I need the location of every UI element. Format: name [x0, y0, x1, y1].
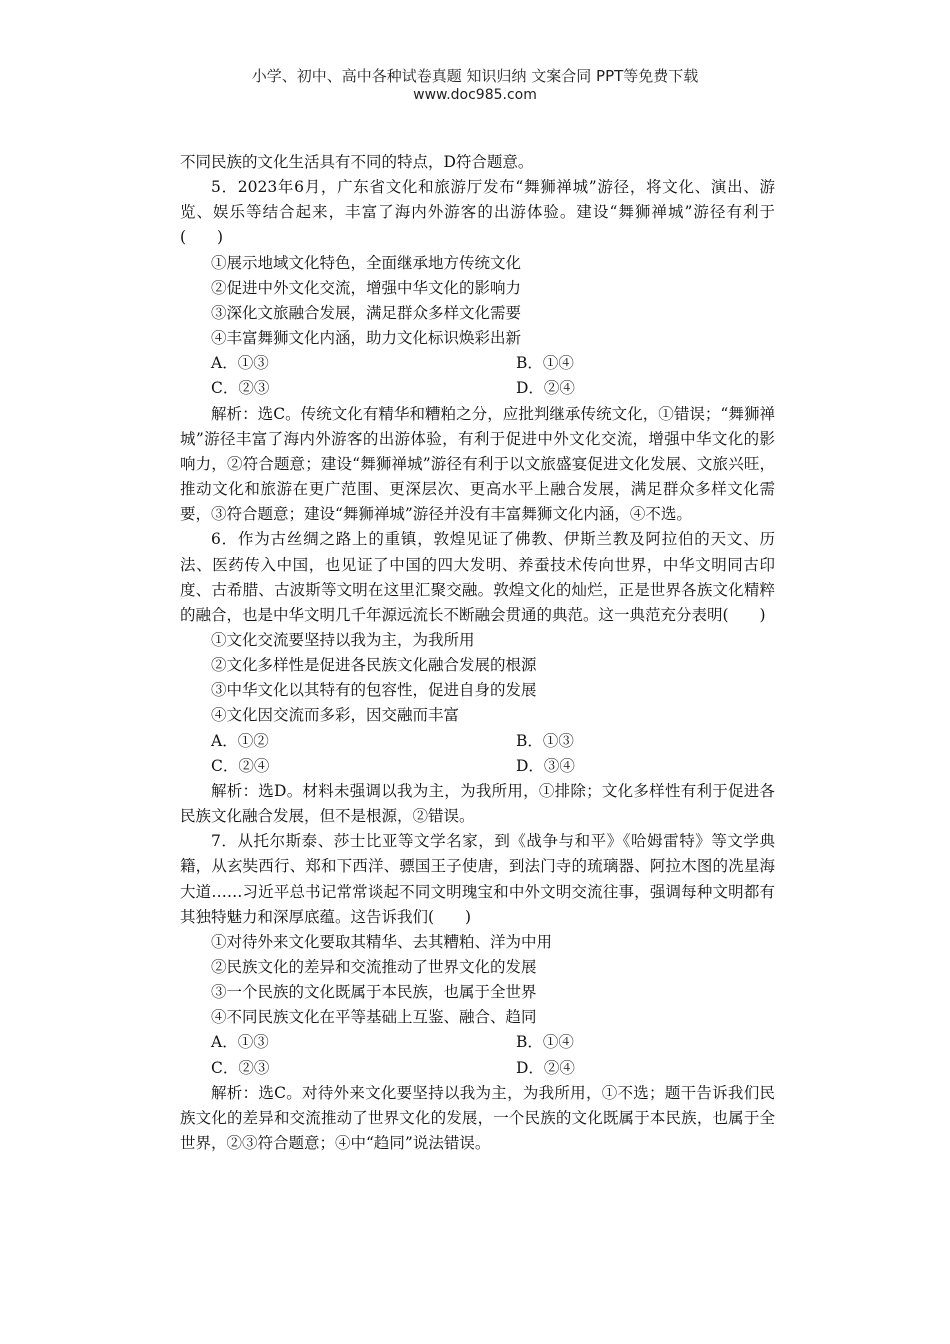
statement-3: ③中华文化以其特有的包容性，促进自身的发展	[211, 681, 537, 700]
document-body	[180, 150, 791, 1156]
choice-c: C．②③	[211, 379, 270, 398]
choice-row	[180, 1056, 775, 1081]
choice-a: A．①②	[211, 731, 269, 750]
continued-analysis: 不同民族的文化生活具有不同的特点，D符合题意。	[180, 153, 534, 171]
choice-row	[180, 729, 775, 754]
choice-c: C．②④	[211, 756, 270, 775]
statement-2: ②文化多样性是促进各民族文化融合发展的根源	[211, 656, 537, 675]
choice-b: B．①④	[516, 1033, 574, 1052]
statement-2: ②民族文化的差异和交流推动了世界文化的发展	[211, 958, 537, 976]
choice-d: D．②④	[516, 379, 575, 398]
choice-d: D．②④	[516, 1058, 575, 1077]
statement-1: ①展示地域文化特色，全面继承地方传统文化	[211, 253, 522, 272]
statement-2: ②促进中外文化交流，增强中华文化的影响力	[211, 278, 522, 297]
choice-d: D．③④	[516, 756, 575, 775]
statement-3: ③深化文旅融合发展，满足群众多样文化需要	[211, 303, 522, 322]
analysis: 解析：选C。对待外来文化要坚持以我为主，为我所用，①不选；题干告诉我们民族文化的差异和交流推动了世界文化的发展，一个民族的文化既属于本民族，也属于全世界，②③符合题意；④中“趋同”说法错误。	[180, 1083, 775, 1153]
question-stem: 5．2023年6月，广东省文化和旅游厅发布“舞狮禅城”游径，将文化、演出、游览、娱乐等结合起来，丰富了海内外游客的出游体验。建设“舞狮禅城”游径有利于 ( )	[180, 178, 791, 247]
choice-b: B．①④	[516, 354, 574, 373]
page-header	[0, 66, 950, 104]
choice-b: B．①③	[516, 731, 574, 750]
choice-row	[180, 1030, 775, 1055]
header-slogan: 小学、初中、高中各种试卷真题 知识归纳 文案合同 PPT等免费下载	[251, 67, 699, 85]
choice-a: A．①③	[211, 1033, 269, 1052]
statement-1: ①文化交流要坚持以我为主，为我所用	[211, 630, 475, 649]
statement-1: ①对待外来文化要取其精华、去其糟粕、洋为中用	[211, 932, 553, 951]
header-website: www.doc985.com	[413, 87, 537, 103]
choice-row	[180, 351, 775, 376]
question-6	[180, 527, 775, 829]
statement-3: ③一个民族的文化既属于本民族，也属于全世界	[211, 983, 537, 1002]
choice-c: C．②③	[211, 1058, 270, 1077]
statement-4: ④不同民族文化在平等基础上互鉴、融合、趋同	[211, 1008, 537, 1027]
choice-row	[180, 754, 775, 779]
question-5	[180, 175, 791, 527]
analysis: 解析：选C。传统文化有精华和糟粕之分，应批判继承传统文化，①错误；“舞狮禅城”游径丰富了海内外游客的出游体验，有利于促进中外文化交流，增强中华文化的影响力，②符合题意；建设“舞狮禅城”游径有利于以文旅盛宴促进文化发展、文旅兴旺，推动文化和旅游在更广范围、更深层次、更高水平上融合发展，满足群众多样文化需要，③符合题意；建设“舞狮禅城”游径并没有丰富舞狮文化内涵，④不选。	[180, 404, 775, 524]
analysis: 解析：选D。材料未强调以我为主，为我所用，①排除；文化多样性有利于促进各民族文化融合发展，但不是根源，②错误。	[180, 781, 775, 826]
choice-a: A．①③	[211, 354, 269, 373]
statement-4: ④文化因交流而多彩，因交融而丰富	[211, 706, 460, 725]
question-stem: 6．作为古丝绸之路上的重镇，敦煌见证了佛教、伊斯兰教及阿拉伯的天文、历法、医药传入中国，也见证了中国的四大发明、养蚕技术传向世界，中华文明同古印度、古希腊、古波斯等文明在这里汇聚交融。敦煌文化的灿烂，正是世界各族文化精粹的融合，也是中华文明几千年源远流长不断融会贯通的典范。这一典范充分表明( )	[180, 530, 775, 624]
question-7	[180, 829, 775, 1156]
statement-4: ④丰富舞狮文化内涵，助力文化标识焕彩出新	[211, 329, 522, 348]
question-stem: 7．从托尔斯泰、莎士比亚等文学名家，到《战争与和平》《哈姆雷特》等文学典籍，从玄奘西行、郑和下西洋、骠国王子使唐，到法门寺的琉璃器、阿拉木图的冼星海大道……习近平总书记常常谈起不同文明瑰宝和中外文明交流往事，强调每种文明都有其独特魅力和深厚底蕴。这告诉我们( )	[180, 832, 775, 926]
choice-row	[180, 376, 775, 401]
